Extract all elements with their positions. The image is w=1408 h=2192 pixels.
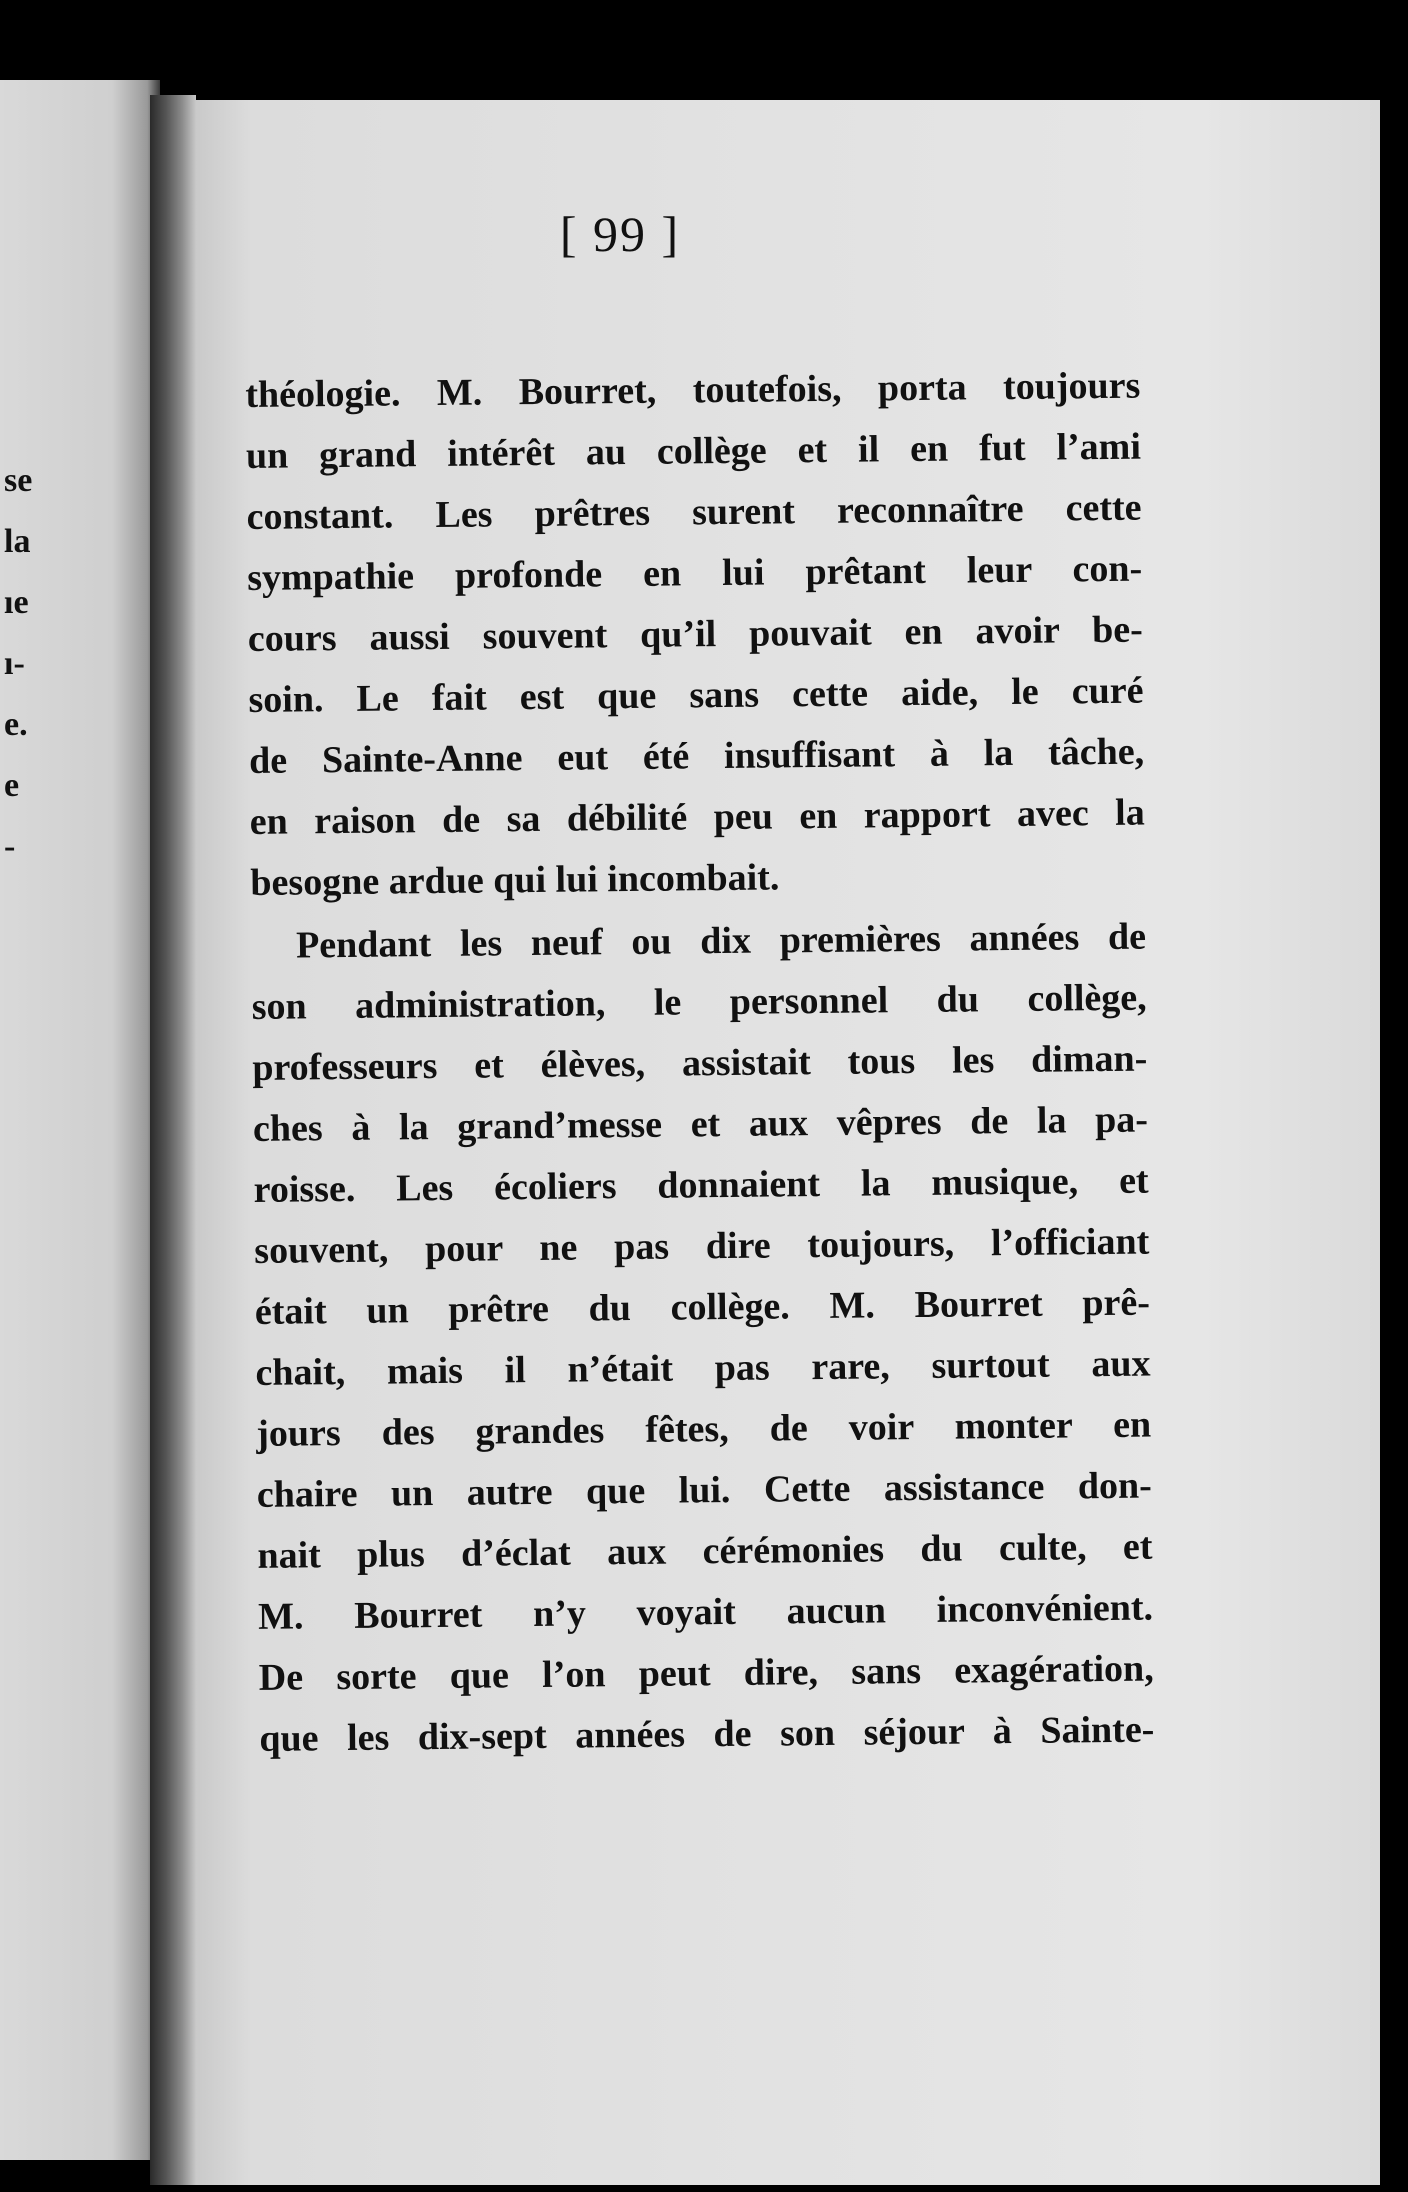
- text-line: professeurs et élèves, assistait tous les diman-: [252, 1037, 1148, 1089]
- text-line: M. Bourret n’y voyait aucun inconvénient.: [257, 1586, 1154, 1638]
- left-fragment: e: [4, 767, 20, 804]
- left-page-fragments: [4, 450, 32, 877]
- left-fragment: e.: [4, 706, 28, 743]
- text-line: soin. Le fait est que sans cette aide, le curé: [248, 669, 1144, 721]
- paragraph-1: [245, 356, 1146, 914]
- text-line: un grand intérêt au collège et il en fut l’ami: [245, 425, 1142, 477]
- text-line: de Sainte-Anne eut été insuffisant à la tâche,: [248, 730, 1145, 782]
- text-line: chaire un autre que lui. Cette assistance don-: [256, 1464, 1153, 1516]
- text-line: était un prêtre du collège. M. Bourret prê-: [254, 1281, 1151, 1333]
- text-line: chait, mais il n’était pas rare, surtout aux: [255, 1342, 1151, 1394]
- text-line: ches à la grand’messe et aux vêpres de la pa-: [252, 1098, 1149, 1150]
- text-line: nait plus d’éclat aux cérémonies du culte, et: [257, 1525, 1153, 1577]
- left-fragment: ı-: [4, 645, 25, 682]
- text-line: jours des grandes fêtes, de voir monter en: [255, 1403, 1152, 1455]
- text-line: que les dix-sept années de son séjour à Sainte-: [259, 1708, 1155, 1760]
- page-number: [ 99 ]: [559, 206, 681, 262]
- left-fragment: ıe: [4, 584, 29, 621]
- text-line: théologie. M. Bourret, toutefois, porta toujours: [245, 364, 1141, 416]
- text-line: besogne ardue qui lui incombait.: [250, 856, 780, 904]
- text-line: De sorte que l’on peut dire, sans exagération,: [258, 1647, 1154, 1699]
- left-fragment: se: [4, 462, 33, 499]
- body-text: [245, 356, 1155, 1770]
- text-line: en raison de sa débilité peu en rapport avec la: [249, 791, 1145, 843]
- text-line: son administration, le personnel du collège,: [251, 976, 1147, 1028]
- paragraph-2: [251, 907, 1155, 1770]
- left-page-edge: [0, 80, 160, 2160]
- left-fragment: la: [4, 523, 31, 560]
- text-line: sympathie profonde en lui prêtant leur con-: [247, 547, 1143, 599]
- text-line: souvent, pour ne pas dire toujours, l’officiant: [254, 1220, 1150, 1272]
- text-line: roisse. Les écoliers donnaient la musique, et: [253, 1159, 1149, 1211]
- book-gutter-shadow: [150, 95, 196, 2185]
- text-line: Pendant les neuf ou dix premières années de: [295, 915, 1147, 967]
- left-fragment: -: [4, 828, 16, 865]
- text-line: cours aussi souvent qu’il pouvait en avoir be-: [247, 608, 1144, 660]
- text-line: constant. Les prêtres surent reconnaître cette: [246, 486, 1142, 538]
